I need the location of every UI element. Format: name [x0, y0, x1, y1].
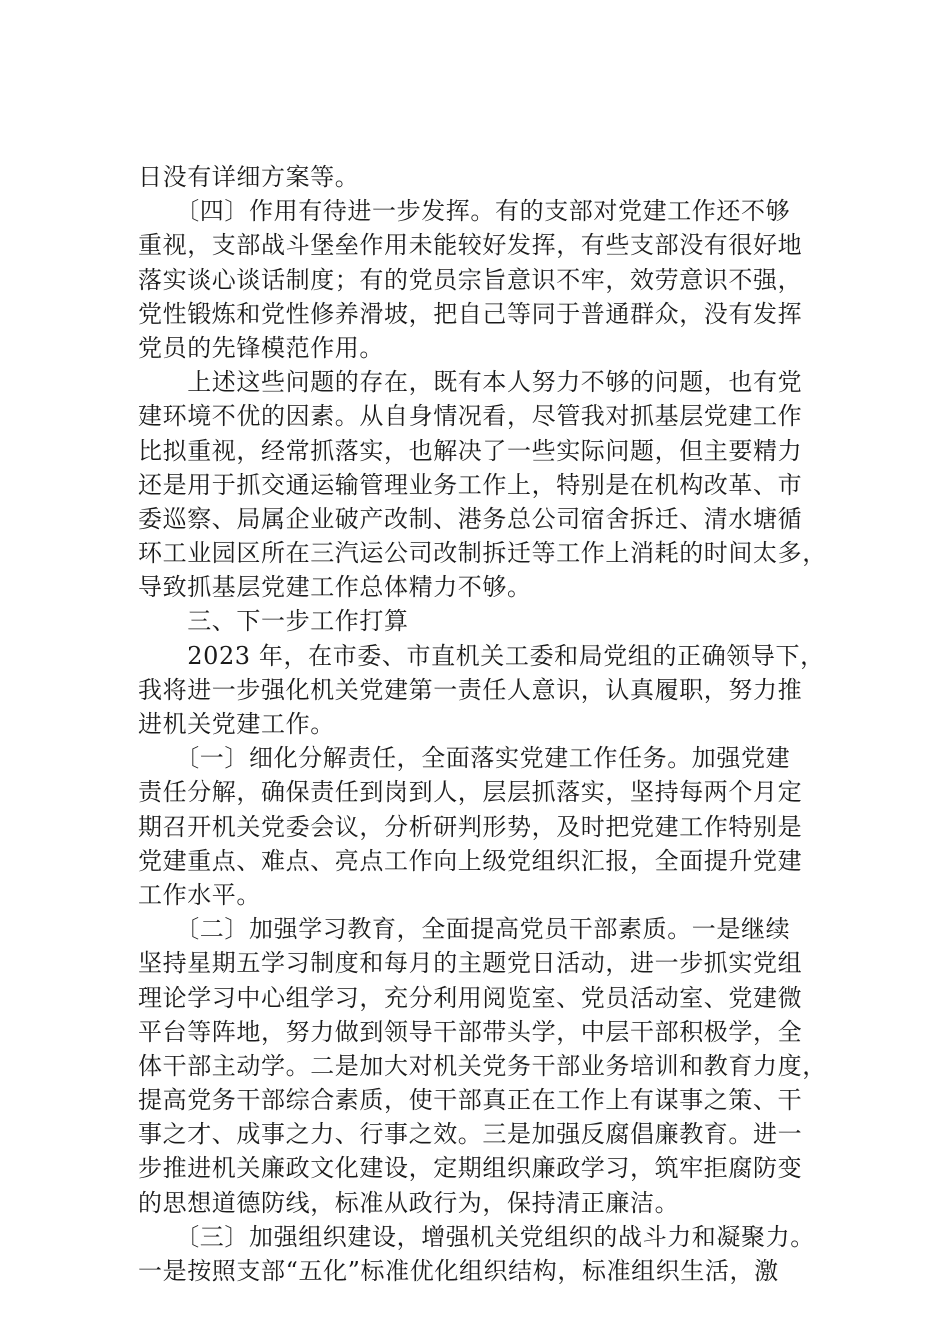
- text-line: 一是按照支部“五化”标准优化组织结构，标准组织生活，激: [138, 1257, 779, 1285]
- text-line: 责任分解，确保责任到岗到人，层层抓落实，坚持每两个月定: [138, 778, 803, 807]
- text-line: 期召开机关党委会议，分析研判形势，及时把党建工作特别是: [138, 812, 803, 841]
- text-line: 党建重点、难点、亮点工作向上级党组织汇报，全面提升党建: [138, 846, 803, 875]
- text-line: 〔一〕细化分解责任，全面落实党建工作任务。加强党建: [138, 744, 791, 773]
- text-line: 平台等阵地，努力做到领导干部带头学，中层干部积极学，全: [138, 1017, 803, 1046]
- text-line: 提高党务干部综合素质，使干部真正在工作上有谋事之策、干: [138, 1086, 803, 1115]
- text-line: 理论学习中心组学习，充分利用阅览室、党员活动室、党建微: [138, 983, 803, 1012]
- text-line: 工作水平。: [138, 880, 261, 909]
- text-line: 进机关党建工作。: [138, 710, 335, 738]
- text-line: 委巡察、局属企业破产改制、港务总公司宿舍拆迁、清水塘循: [138, 504, 803, 533]
- text-line: 步推进机关廉政文化建设，定期组织廉政学习，筑牢拒腐防变: [138, 1154, 803, 1183]
- text-line: 我将进一步强化机关党建第一责任人意识，认真履职，努力推: [138, 675, 803, 704]
- text-line: 体干部主动学。二是加大对机关党务干部业务培训和教育力度，: [138, 1051, 827, 1080]
- text-line: 党性锻炼和党性修养滑坡，把自己等同于普通群众，没有发挥: [138, 299, 803, 328]
- text-line: 落实谈心谈话制度；有的党员宗旨意识不牢，效劳意识不强，: [138, 265, 803, 294]
- text-line: 党员的先锋模范作用。: [138, 333, 384, 362]
- text-line: 上述这些问题的存在，既有本人努力不够的问题，也有党: [138, 368, 803, 397]
- text-line: 事之才、成事之力、行事之效。三是加强反腐倡廉教育。进一: [138, 1120, 803, 1149]
- text-line: 重视，支部战斗堡垒作用未能较好发挥，有些支部没有很好地: [138, 231, 803, 260]
- text-line: 坚持星期五学习制度和每月的主题党日活动，进一步抓实党组: [138, 949, 803, 978]
- text-line: 的思想道德防线，标准从政行为，保持清正廉洁。: [138, 1188, 680, 1217]
- text-line: 2023 年，在市委、市直机关工委和局党组的正确领导下，: [138, 641, 825, 670]
- text-line: 〔二〕加强学习教育，全面提高党员干部素质。一是继续: [138, 915, 791, 944]
- text-line: 三、下一步工作打算: [138, 607, 409, 636]
- text-line: 比拟重视，经常抓落实，也解决了一些实际问题，但主要精力: [138, 436, 803, 465]
- text-line: 日没有详细方案等。: [138, 163, 360, 191]
- text-line: 〔四〕作用有待进一步发挥。有的支部对党建工作还不够: [138, 197, 791, 226]
- document-body: [138, 160, 838, 1288]
- text-line: 〔三〕加强组织建设，增强机关党组织的战斗力和凝聚力。: [138, 1222, 815, 1251]
- text-line: 建环境不优的因素。从自身情况看，尽管我对抓基层党建工作: [138, 402, 803, 431]
- text-line: 还是用于抓交通运输管理业务工作上，特别是在机构改革、市: [138, 470, 803, 499]
- text-line: 导致抓基层党建工作总体精力不够。: [138, 573, 532, 602]
- text-line: 环工业园区所在三汽运公司改制拆迁等工作上消耗的时间太多，: [138, 539, 827, 568]
